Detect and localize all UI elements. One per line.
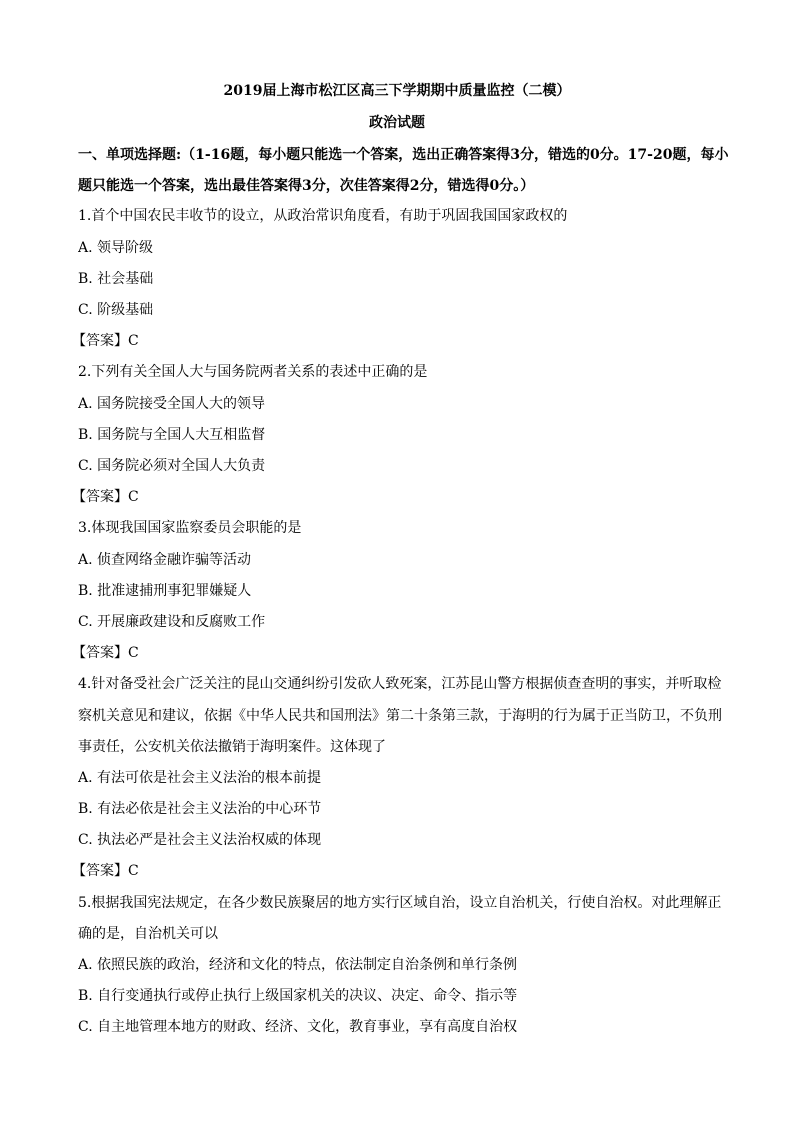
question-2-option-b: B. 国务院与全国人大互相监督 — [78, 427, 266, 443]
question-3-stem: 3.体现我国国家监察委员会职能的是 — [78, 520, 302, 536]
question-4-stem-line2: 察机关意见和建议，依据《中华人民共和国刑法》第二十条第三款，于海明的行为属于正当防卫，不负刑 — [78, 708, 722, 724]
question-4-stem-line1: 4.针对备受社会广泛关注的昆山交通纠纷引发砍人致死案，江苏昆山警方根据侦查查明的事实，并听取检 — [78, 676, 722, 692]
question-1-answer: 【答案】C — [72, 333, 139, 349]
question-5-option-c: C. 自主地管理本地方的财政、经济、文化，教育事业，享有高度自治权 — [78, 1019, 518, 1035]
question-3-option-b: B. 批准逮捕刑事犯罪嫌疑人 — [78, 583, 252, 599]
question-3-option-a: A. 侦查网络金融诈骗等活动 — [78, 552, 252, 568]
question-1-option-b: B. 社会基础 — [78, 271, 154, 287]
question-5-stem-line2: 确的是，自治机关可以 — [78, 926, 218, 942]
exam-subject: 政治试题 — [369, 115, 425, 131]
question-5-option-a: A. 依照民族的政治，经济和文化的特点，依法制定自治条例和单行条例 — [78, 957, 518, 973]
question-3-answer: 【答案】C — [72, 645, 139, 661]
question-2-answer: 【答案】C — [72, 489, 139, 505]
question-3-option-c: C. 开展廉政建设和反腐败工作 — [78, 614, 266, 630]
question-1-option-c: C. 阶级基础 — [78, 302, 154, 318]
section-heading-line1: 一、单项选择题:（1-16题，每小题只能选一个答案，选出正确答案得3分，错选的0分。17-20题，每小 — [78, 147, 728, 163]
question-1-stem: 1.首个中国农民丰收节的设立，从政治常识角度看，有助于巩固我国国家政权的 — [78, 208, 568, 224]
question-4-option-c: C. 执法必严是社会主义法治权威的体现 — [78, 832, 322, 848]
section-heading-line2: 题只能选一个答案，选出最佳答案得3分，次佳答案得2分，错选得0分。） — [78, 178, 535, 194]
question-2-option-c: C. 国务院必须对全国人大负责 — [78, 458, 266, 474]
question-4-option-a: A. 有法可依是社会主义法治的根本前提 — [78, 770, 322, 786]
question-4-answer: 【答案】C — [72, 863, 139, 879]
question-2-stem: 2.下列有关全国人大与国务院两者关系的表述中正确的是 — [78, 364, 428, 380]
question-1-option-a: A. 领导阶级 — [78, 240, 154, 256]
question-2-option-a: A. 国务院接受全国人大的领导 — [78, 396, 266, 412]
question-5-stem-line1: 5.根据我国宪法规定，在各少数民族聚居的地方实行区域自治，设立自治机关，行使自治权。对此理解正 — [78, 895, 722, 911]
question-5-option-b: B. 自行变通执行或停止执行上级国家机关的决议、决定、命令、指示等 — [78, 988, 518, 1004]
exam-title: 2019届上海市松江区高三下学期期中质量监控（二模） — [223, 83, 571, 99]
question-4-option-b: B. 有法必依是社会主义法治的中心环节 — [78, 801, 322, 817]
question-4-stem-line3: 事责任，公安机关依法撤销于海明案件。这体现了 — [78, 739, 386, 755]
